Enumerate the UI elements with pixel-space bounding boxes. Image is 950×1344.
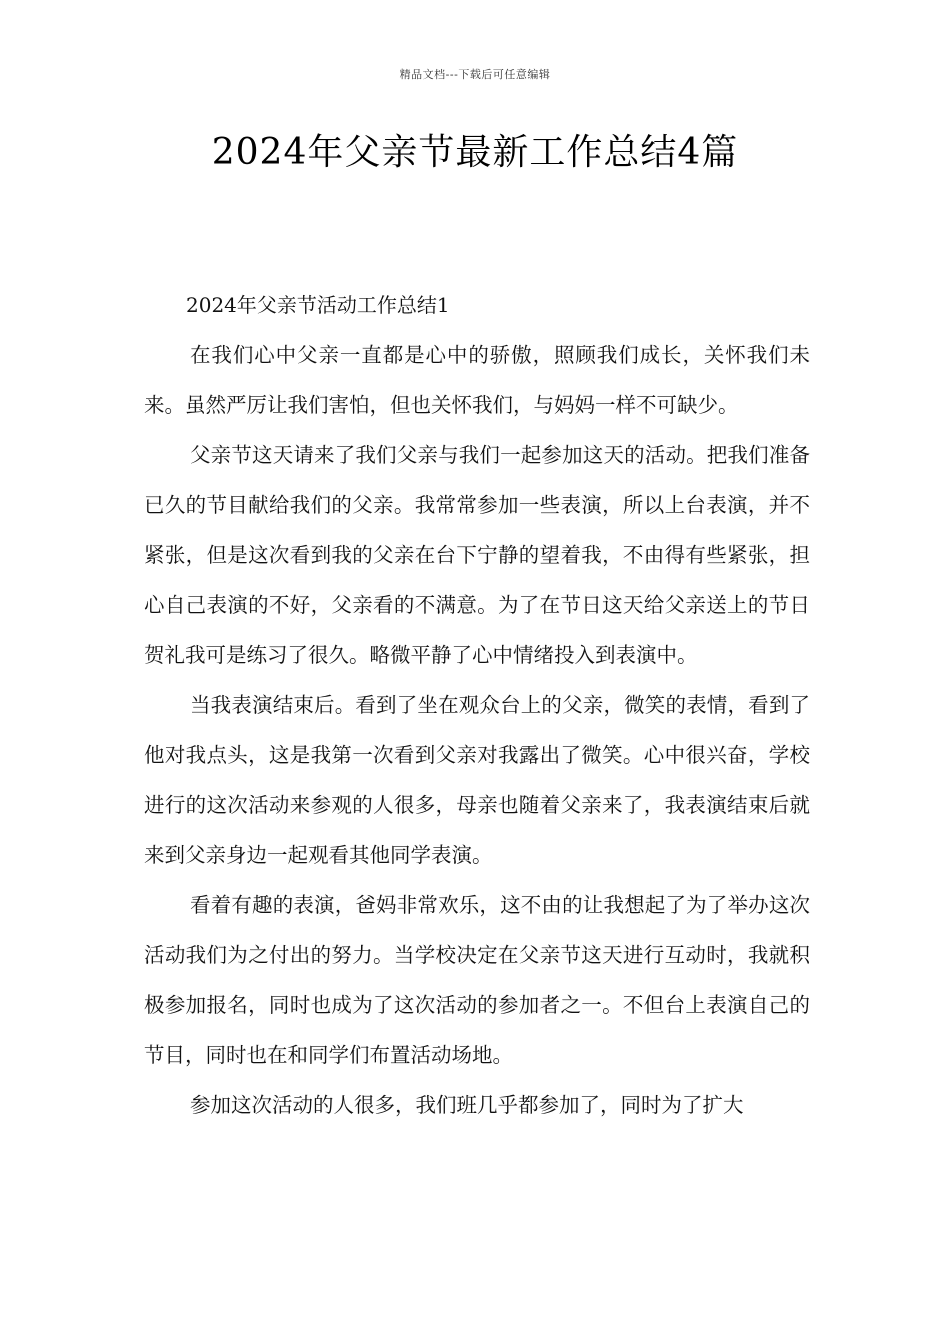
paragraph-4: 看着有趣的表演，爸妈非常欢乐，这不由的让我想起了为了举办这次活动我们为之付出的努力。当学校决定在父亲节这天进行互动时，我就积极参加报名，同时也成为了这次活动的参加者之一。不但台上表演自己的节目，同时也在和同学们布置活动场地。	[144, 893, 810, 1067]
paragraph-1: 在我们心中父亲一直都是心中的骄傲，照顾我们成长，关怀我们未来。虽然严厉让我们害怕，但也关怀我们，与妈妈一样不可缺少。	[144, 343, 810, 417]
paragraph-2: 父亲节这天请来了我们父亲与我们一起参加这天的活动。把我们准备已久的节目献给我们的父亲。我常常参加一些表演，所以上台表演，并不紧张，但是这次看到我的父亲在台下宁静的望着我，不由得有些紧张，担心自己表演的不好，父亲看的不满意。为了在节日这天给父亲送上的节日贺礼我可是练习了很久。略微平静了心中情绪投入到表演中。	[144, 443, 810, 667]
document-body	[144, 280, 810, 1130]
paragraph-5: 参加这次活动的人很多，我们班几乎都参加了，同时为了扩大	[190, 1093, 744, 1117]
section-title: 2024年父亲节活动工作总结1	[186, 293, 450, 317]
document-title: 2024年父亲节最新工作总结4篇	[211, 132, 739, 173]
paragraph-3: 当我表演结束后。看到了坐在观众台上的父亲，微笑的表情，看到了他对我点头，这是我第一次看到父亲对我露出了微笑。心中很兴奋，学校进行的这次活动来参观的人很多，母亲也随着父亲来了，我表演结束后就来到父亲身边一起观看其他同学表演。	[144, 693, 810, 867]
header-note: 精品文档---下载后可任意编辑	[399, 68, 551, 81]
